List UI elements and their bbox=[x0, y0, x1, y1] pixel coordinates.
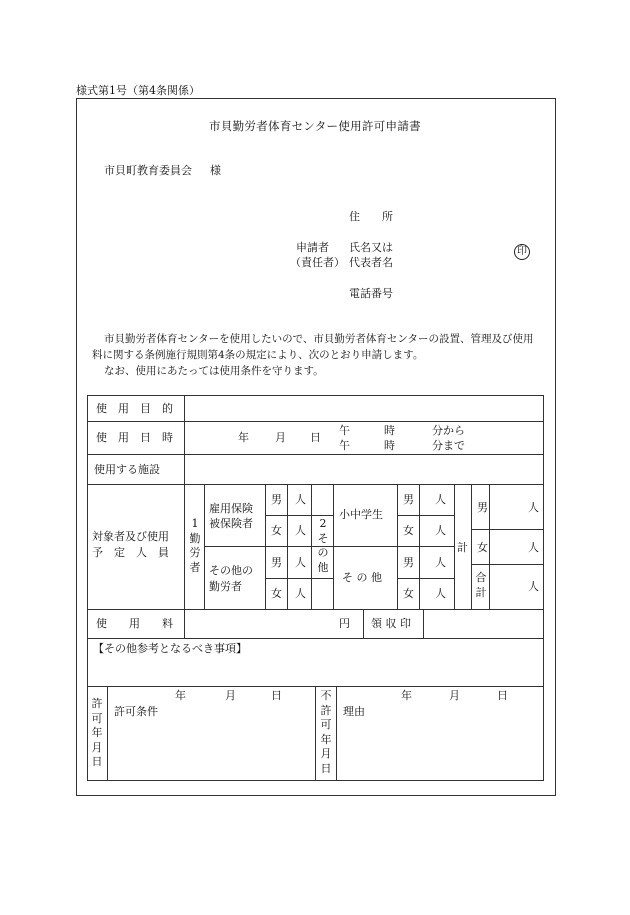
purpose-field[interactable] bbox=[187, 398, 539, 418]
deny-date-label: 不許可年月日 bbox=[320, 689, 332, 775]
students-female-label: 女 bbox=[403, 524, 414, 537]
other-workers-label-line1: その他の bbox=[209, 564, 253, 577]
students-male-label: 男 bbox=[403, 493, 414, 506]
permit-month-unit: 月 bbox=[225, 689, 236, 702]
persons-label-line2: 予 定 人 員 bbox=[92, 546, 169, 559]
name-label-line2: 代表者名 bbox=[349, 256, 393, 269]
other-workers-male-label: 男 bbox=[271, 556, 282, 569]
total-male-unit: 人 bbox=[528, 501, 539, 514]
facility-field[interactable] bbox=[187, 458, 539, 480]
other-workers-male-unit: 人 bbox=[295, 556, 306, 569]
body-paragraph-2: なお、使用にあたっては使用条件を守ります。 bbox=[104, 365, 324, 377]
deny-reason-label: 理由 bbox=[343, 705, 365, 718]
seal-icon: 印 bbox=[514, 244, 530, 260]
students-female-unit: 人 bbox=[435, 524, 446, 537]
persons-label-line1: 対象者及び使用 bbox=[92, 530, 169, 543]
addressee-honorific: 様 bbox=[210, 164, 221, 177]
total-female-label: 女 bbox=[477, 541, 488, 554]
others-female-unit: 人 bbox=[435, 587, 446, 600]
notes-label: 【その他参考となるべき事項】 bbox=[93, 642, 247, 655]
permit-year-unit: 年 bbox=[175, 689, 186, 702]
fee-yen-unit: 円 bbox=[339, 617, 350, 630]
insured-label-line1: 雇用保険 bbox=[209, 502, 253, 515]
body-paragraph-1: 市貝勤労者体育センターを使用したいので、市貝勤労者体育センターの設置、管理及び使用料に関する条例施行規則第4条の規定により、次のとおり申請します。 bbox=[92, 333, 534, 361]
end-ampm: 午 bbox=[339, 439, 350, 452]
start-hour-unit: 時 bbox=[384, 424, 395, 437]
others-group-label: 2その他 bbox=[317, 517, 329, 574]
date-year-unit: 年 bbox=[238, 431, 249, 444]
insured-female-unit: 人 bbox=[295, 524, 306, 537]
addressee-name: 市貝町教育委員会 bbox=[104, 164, 192, 177]
date-month-unit: 月 bbox=[275, 431, 286, 444]
insured-label-line2: 被保険者 bbox=[209, 517, 253, 530]
workers-group-label: 1勤労者 bbox=[189, 517, 201, 574]
other-workers-female-label: 女 bbox=[271, 587, 282, 600]
phone-label: 電話番号 bbox=[349, 287, 393, 300]
deny-year-unit: 年 bbox=[401, 689, 412, 702]
students-label: 小中学生 bbox=[339, 508, 383, 521]
application-table bbox=[87, 395, 544, 781]
end-minute-until: 分まで bbox=[432, 439, 465, 452]
name-label-line1: 氏名又は bbox=[349, 241, 393, 254]
datetime-label: 使 用 日 時 bbox=[96, 431, 173, 444]
form-number: 様式第1号（第4条関係） bbox=[76, 84, 200, 97]
end-hour-unit: 時 bbox=[384, 439, 395, 452]
fee-label: 使 用 料 bbox=[96, 617, 173, 630]
date-day-unit: 日 bbox=[310, 431, 321, 444]
other-workers-label-line2: 勤労者 bbox=[209, 580, 242, 593]
others-male-unit: 人 bbox=[435, 556, 446, 569]
grand-total-unit: 人 bbox=[528, 580, 539, 593]
receipt-label: 領 収 印 bbox=[371, 617, 411, 630]
permit-day-unit: 日 bbox=[271, 689, 282, 702]
insured-female-label: 女 bbox=[271, 524, 282, 537]
total-female-unit: 人 bbox=[528, 541, 539, 554]
applicant-role-line2: （責任者） bbox=[290, 256, 345, 269]
others-female-label: 女 bbox=[403, 587, 414, 600]
applicant-role-line1: 申請者 bbox=[296, 241, 329, 254]
others-label: そ の 他 bbox=[342, 571, 382, 584]
permit-conditions-label: 許可条件 bbox=[114, 705, 158, 718]
permit-date-label: 許可年月日 bbox=[91, 697, 103, 768]
students-male-unit: 人 bbox=[435, 493, 446, 506]
start-minute-from: 分から bbox=[432, 424, 465, 437]
total-male-label: 男 bbox=[477, 501, 488, 514]
address-label: 住 所 bbox=[349, 210, 393, 223]
insured-male-unit: 人 bbox=[295, 493, 306, 506]
insured-male-label: 男 bbox=[271, 493, 282, 506]
deny-month-unit: 月 bbox=[449, 689, 460, 702]
facility-label: 使用する施設 bbox=[94, 463, 160, 476]
grand-total-label: 合計 bbox=[475, 571, 487, 599]
other-workers-female-unit: 人 bbox=[295, 587, 306, 600]
others-male-label: 男 bbox=[403, 556, 414, 569]
total-label: 計 bbox=[457, 541, 468, 554]
purpose-label: 使 用 目 的 bbox=[96, 402, 173, 415]
deny-day-unit: 日 bbox=[497, 689, 508, 702]
start-ampm: 午 bbox=[339, 424, 350, 437]
form-title: 市貝勤労者体育センター使用許可申請書 bbox=[209, 119, 421, 133]
